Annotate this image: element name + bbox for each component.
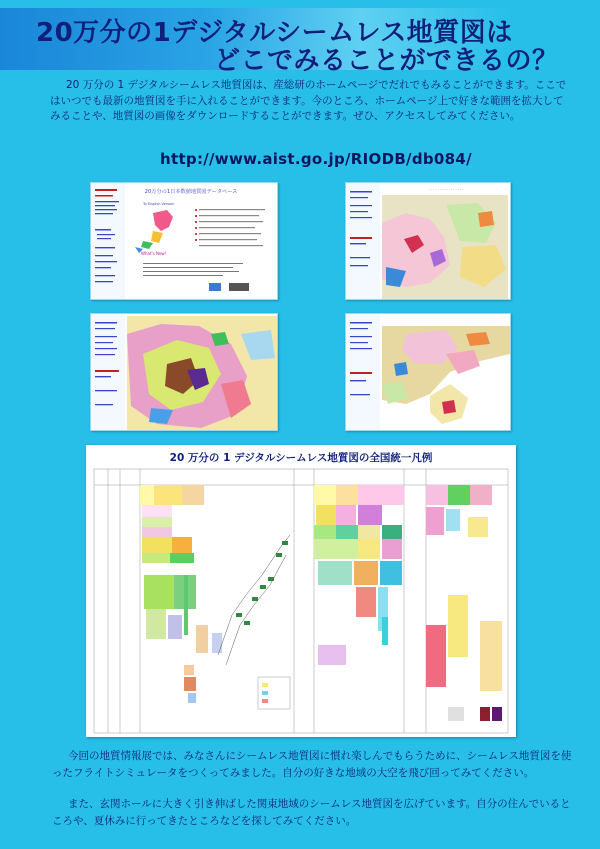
screenshot-kanto-map-graphic (346, 314, 511, 431)
unified-legend-chart (86, 445, 516, 737)
page-title-line2: どこでみることができるの？ (214, 46, 559, 76)
intro-paragraph: 20 万分の 1 デジタルシームレス地質図は、産総研のホームページでだれでもみることができます。ここではいつでも最新の地質図を手に入れることができます。今のところ、ホームページ上で好きな範囲を拡大してみることや、地質図の画像をダウンロードすることができます。ぜひ、アクセスしてみてください。 (50, 79, 567, 122)
screenshot-database-home (90, 182, 278, 300)
svg-text:· · · · · · · · · · · · · · ·: · · · · · · · · · · · · · · · · (428, 188, 464, 192)
screenshot-kyushu-map-graphic (91, 314, 278, 431)
screenshot-whatsnew: What's New! (141, 251, 167, 256)
flight-simulator-paragraph: 今回の地質情報展では、みなさんにシームレス地質図に慣れ楽しんでもらうために、シームレス地質図を使ったフライトシミュレータをつくってみました。自分の好きな地域の大空を飛び回ってみてください。 (52, 750, 572, 779)
legend-table-graphic (86, 445, 516, 737)
screenshot-hokkaido-map (345, 182, 511, 300)
screenshot-kanto-map (345, 313, 511, 431)
screenshot-hokkaido-map-graphic (346, 183, 511, 300)
screenshot-database-heading: 20万分の1日本数値地質図データベース (144, 189, 238, 195)
legend-title: 20 万分の 1 デジタルシームレス地質図の全国統一凡例 (169, 452, 433, 464)
page-title-line1: 20万分の1デジタルシームレス地質図は (36, 18, 513, 48)
database-url-link[interactable]: http://www.aist.go.jp/RIODB/db084/ (160, 150, 472, 168)
screenshot-database-home-graphic (91, 183, 278, 300)
screenshot-english-link: To English Version (143, 202, 175, 206)
entrance-hall-paragraph: また、玄関ホールに大きく引き伸ばした関東地域のシームレス地質図を広げています。自分の住んでいるところや、夏休みに行ってきたところなどを探してみてください。 (52, 798, 571, 827)
screenshot-kyushu-map (90, 313, 278, 431)
